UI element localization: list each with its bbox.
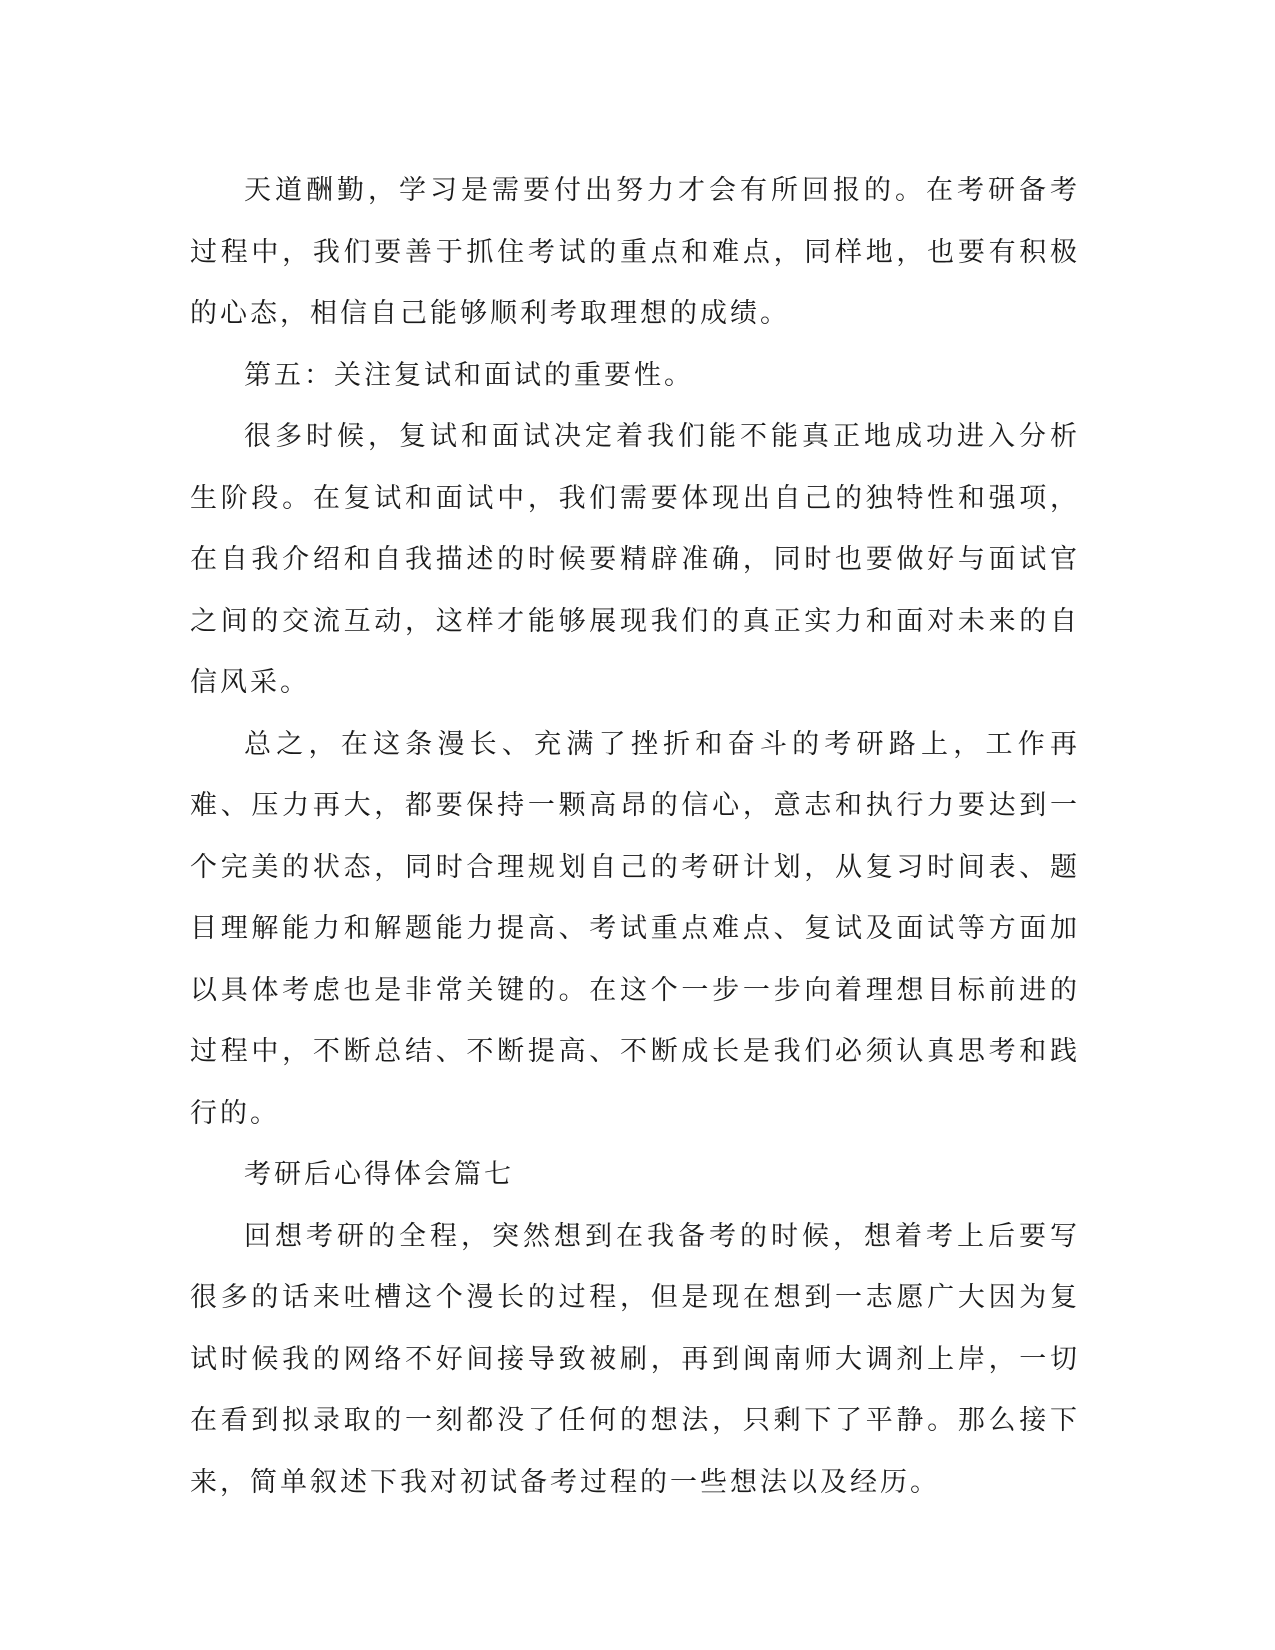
- paragraph-conclusion-attitude: 天道酬勤，学习是需要付出努力才会有所回报的。在考研备考过程中，我们要善于抓住考试的重点和难点，同样地，也要有积极的心态，相信自己能够顺利考取理想的成绩。: [190, 175, 1080, 329]
- section-title: 考研后心得体会篇七: [244, 1159, 514, 1190]
- paragraph-interview-importance: 很多时候，复试和面试决定着我们能不能真正地成功进入分析生阶段。在复试和面试中，我们需要体现出自己的独特性和强项，在自我介绍和自我描述的时候要精辟准确，同时也要做好与面试官之间的交流互动，这样才能够展现我们的真正实力和面对未来的自信风采。: [190, 421, 1080, 698]
- paragraph-point-five-heading: 第五：关注复试和面试的重要性。: [244, 359, 694, 391]
- paragraph-recollection: 回想考研的全程，突然想到在我备考的时候，想着考上后要写很多的话来吐槽这个漫长的过程，但是现在想到一志愿广大因为复试时候我的网络不好间接导致被刷，再到闽南师大调剂上岸，一切在看到拟录取的一刻都没了任何的想法，只剩下了平静。那么接下来，简单叙述下我对初试备考过程的一些想法以及经历。: [190, 1220, 1080, 1498]
- document-body: [190, 160, 1080, 1513]
- paragraph-summary: 总之，在这条漫长、充满了挫折和奋斗的考研路上，工作再难、压力再大，都要保持一颗高昂的信心，意志和执行力要达到一个完美的状态，同时合理规划自己的考研计划，从复习时间表、题目理解能力和解题能力提高、考试重点难点、复试及面试等方面加以具体考虑也是非常关键的。在这个一步一步向着理想目标前进的过程中，不断总结、不断提高、不断成长是我们必须认真思考和践行的。: [190, 728, 1080, 1129]
